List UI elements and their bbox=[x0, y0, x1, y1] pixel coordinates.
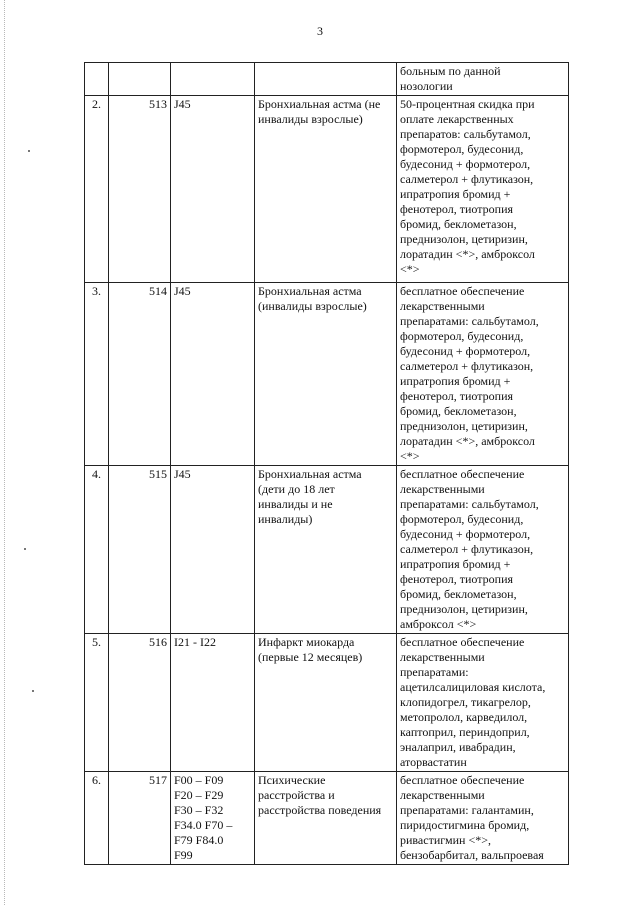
icd-code-cell bbox=[171, 634, 255, 772]
register-code: 516 bbox=[149, 635, 167, 649]
provision-conditions-line: фенотерол, тиотропия bbox=[400, 572, 514, 586]
icd-code-line: F79 F84.0 bbox=[174, 833, 224, 847]
scan-speck bbox=[24, 548, 26, 550]
provision-conditions-line: метопролол, карведилол, bbox=[400, 710, 528, 724]
provision-conditions-line: салметерол + флутиказон, bbox=[400, 172, 534, 186]
provision-conditions-line: ипратропия бромид + bbox=[400, 374, 511, 388]
table-row bbox=[85, 283, 569, 466]
provision-conditions-cell bbox=[397, 283, 569, 466]
disease-name-line: расстройства и bbox=[258, 788, 335, 802]
icd-code-cell bbox=[171, 96, 255, 283]
scan-edge-line bbox=[4, 0, 5, 905]
provision-conditions-line: ацетилсалициловая кислота, bbox=[400, 680, 546, 694]
provision-conditions-line: будесонид + формотерол, bbox=[400, 527, 531, 541]
provision-conditions-line: салметерол + флутиказон, bbox=[400, 359, 534, 373]
register-code: 515 bbox=[149, 467, 167, 481]
provision-conditions-line: будесонид + формотерол, bbox=[400, 344, 531, 358]
provision-conditions-line: <*> bbox=[400, 262, 420, 276]
row-number-cell bbox=[85, 634, 109, 772]
provision-conditions-line: лоратадин <*>, амброксол bbox=[400, 434, 535, 448]
register-code-cell bbox=[109, 634, 171, 772]
provision-conditions-line: формотерол, будесонид, bbox=[400, 142, 524, 156]
icd-code-line: F99 bbox=[174, 848, 193, 862]
provision-conditions-line: салметерол + флутиказон, bbox=[400, 542, 534, 556]
row-number-cell bbox=[85, 283, 109, 466]
provision-conditions-line: ипратропия бромид + bbox=[400, 187, 511, 201]
disease-name-line: Бронхиальная астма bbox=[258, 467, 362, 481]
scan-speck bbox=[32, 690, 34, 692]
row-number: 5. bbox=[92, 635, 101, 649]
row-number: 3. bbox=[92, 284, 101, 298]
provision-conditions-line: клопидогрел, тикагрелор, bbox=[400, 695, 531, 709]
icd-code-cell bbox=[171, 63, 255, 96]
provision-conditions-line: препаратами: галантамин, bbox=[400, 803, 534, 817]
icd-code-line: F34.0 F70 – bbox=[174, 818, 233, 832]
row-number-cell bbox=[85, 772, 109, 865]
table-row bbox=[85, 63, 569, 96]
provision-conditions-cell bbox=[397, 96, 569, 283]
register-code-cell bbox=[109, 96, 171, 283]
row-number: 6. bbox=[92, 773, 101, 787]
disease-name-line: расстройства поведения bbox=[258, 803, 382, 817]
provision-conditions-line: ривастигмин <*>, bbox=[400, 833, 491, 847]
provision-conditions-line: бесплатное обеспечение bbox=[400, 773, 525, 787]
disease-name-line: Психические bbox=[258, 773, 326, 787]
provision-conditions-line: оплате лекарственных bbox=[400, 112, 514, 126]
register-code: 517 bbox=[149, 773, 167, 787]
disease-name-cell bbox=[255, 283, 397, 466]
register-code-cell bbox=[109, 63, 171, 96]
register-code-cell bbox=[109, 772, 171, 865]
provision-conditions-line: лекарственными bbox=[400, 482, 485, 496]
provision-conditions-line: препаратами: сальбутамол, bbox=[400, 314, 539, 328]
provision-conditions-line: преднизолон, цетиризин, bbox=[400, 419, 528, 433]
provision-conditions-line: фенотерол, тиотропия bbox=[400, 202, 514, 216]
provision-conditions-line: препаратами: сальбутамол, bbox=[400, 497, 539, 511]
disease-name-line: Бронхиальная астма (не bbox=[258, 97, 381, 111]
provision-conditions-line: аторвастатин bbox=[400, 755, 467, 769]
provision-conditions-line: ипратропия бромид + bbox=[400, 557, 511, 571]
register-code: 514 bbox=[149, 284, 167, 298]
provision-conditions-line: будесонид + формотерол, bbox=[400, 157, 531, 171]
provision-conditions-line: больным по данной bbox=[400, 64, 501, 78]
icd-code-line: J45 bbox=[174, 284, 191, 298]
provision-conditions-line: формотерол, будесонид, bbox=[400, 512, 524, 526]
disease-name-line: инвалиды взрослые) bbox=[258, 112, 363, 126]
provision-conditions-line: бесплатное обеспечение bbox=[400, 467, 525, 481]
icd-code-line: F30 – F32 bbox=[174, 803, 224, 817]
page-number: 3 bbox=[317, 24, 323, 38]
provision-conditions-line: эналаприл, ивабрадин, bbox=[400, 740, 516, 754]
provision-conditions-line: лекарственными bbox=[400, 650, 485, 664]
icd-code-line: J45 bbox=[174, 467, 191, 481]
row-number: 2. bbox=[92, 97, 101, 111]
row-number-cell bbox=[85, 96, 109, 283]
provision-conditions-line: бромид, беклометазон, bbox=[400, 587, 517, 601]
disease-name-cell bbox=[255, 466, 397, 634]
disease-name-cell bbox=[255, 634, 397, 772]
register-table-body bbox=[85, 63, 569, 865]
row-number-cell bbox=[85, 466, 109, 634]
disease-name-line: Бронхиальная астма bbox=[258, 284, 362, 298]
icd-code-line: J45 bbox=[174, 97, 191, 111]
provision-conditions-line: амброксол <*> bbox=[400, 617, 477, 631]
provision-conditions-line: фенотерол, тиотропия bbox=[400, 389, 514, 403]
icd-code-cell bbox=[171, 283, 255, 466]
provision-conditions-line: лекарственными bbox=[400, 788, 485, 802]
row-number-cell bbox=[85, 63, 109, 96]
provision-conditions-line: бромид, беклометазон, bbox=[400, 404, 517, 418]
provision-conditions-line: 50-процентная скидка при bbox=[400, 97, 535, 111]
provision-conditions-line: нозологии bbox=[400, 79, 453, 93]
provision-conditions-line: преднизолон, цетиризин, bbox=[400, 602, 528, 616]
icd-code-cell bbox=[171, 466, 255, 634]
scan-speck bbox=[28, 150, 30, 152]
provision-conditions-cell bbox=[397, 634, 569, 772]
provision-conditions-line: бензобарбитал, вальпроевая bbox=[400, 848, 544, 862]
disease-name-line: Инфаркт миокарда bbox=[258, 635, 355, 649]
register-code: 513 bbox=[149, 97, 167, 111]
provision-conditions-line: препаратами: bbox=[400, 665, 469, 679]
provision-conditions-cell bbox=[397, 772, 569, 865]
register-table bbox=[84, 62, 569, 865]
disease-name-line: (инвалиды взрослые) bbox=[258, 299, 367, 313]
provision-conditions-line: бесплатное обеспечение bbox=[400, 635, 525, 649]
register-code-cell bbox=[109, 466, 171, 634]
provision-conditions-line: бесплатное обеспечение bbox=[400, 284, 525, 298]
disease-name-cell bbox=[255, 96, 397, 283]
disease-name-line: (дети до 18 лет bbox=[258, 482, 335, 496]
row-number: 4. bbox=[92, 467, 101, 481]
disease-name-cell bbox=[255, 772, 397, 865]
disease-name-line: (первые 12 месяцев) bbox=[258, 650, 363, 664]
provision-conditions-line: формотерол, будесонид, bbox=[400, 329, 524, 343]
disease-name-cell bbox=[255, 63, 397, 96]
register-code-cell bbox=[109, 283, 171, 466]
table-row bbox=[85, 466, 569, 634]
provision-conditions-cell bbox=[397, 63, 569, 96]
provision-conditions-cell bbox=[397, 466, 569, 634]
icd-code-cell bbox=[171, 772, 255, 865]
provision-conditions-line: лоратадин <*>, амброксол bbox=[400, 247, 535, 261]
provision-conditions-line: преднизолон, цетиризин, bbox=[400, 232, 528, 246]
provision-conditions-line: пиридостигмина бромид, bbox=[400, 818, 530, 832]
provision-conditions-line: лекарственными bbox=[400, 299, 485, 313]
provision-conditions-line: препаратов: сальбутамол, bbox=[400, 127, 531, 141]
provision-conditions-line: каптоприл, периндоприл, bbox=[400, 725, 530, 739]
table-row bbox=[85, 772, 569, 865]
provision-conditions-line: бромид, беклометазон, bbox=[400, 217, 517, 231]
provision-conditions-line: <*> bbox=[400, 449, 420, 463]
disease-name-line: инвалиды) bbox=[258, 512, 313, 526]
disease-name-line: инвалиды и не bbox=[258, 497, 333, 511]
table-row bbox=[85, 634, 569, 772]
icd-code-line: F00 – F09 bbox=[174, 773, 224, 787]
icd-code-line: F20 – F29 bbox=[174, 788, 224, 802]
table-row bbox=[85, 96, 569, 283]
icd-code-line: I21 - I22 bbox=[174, 635, 216, 649]
